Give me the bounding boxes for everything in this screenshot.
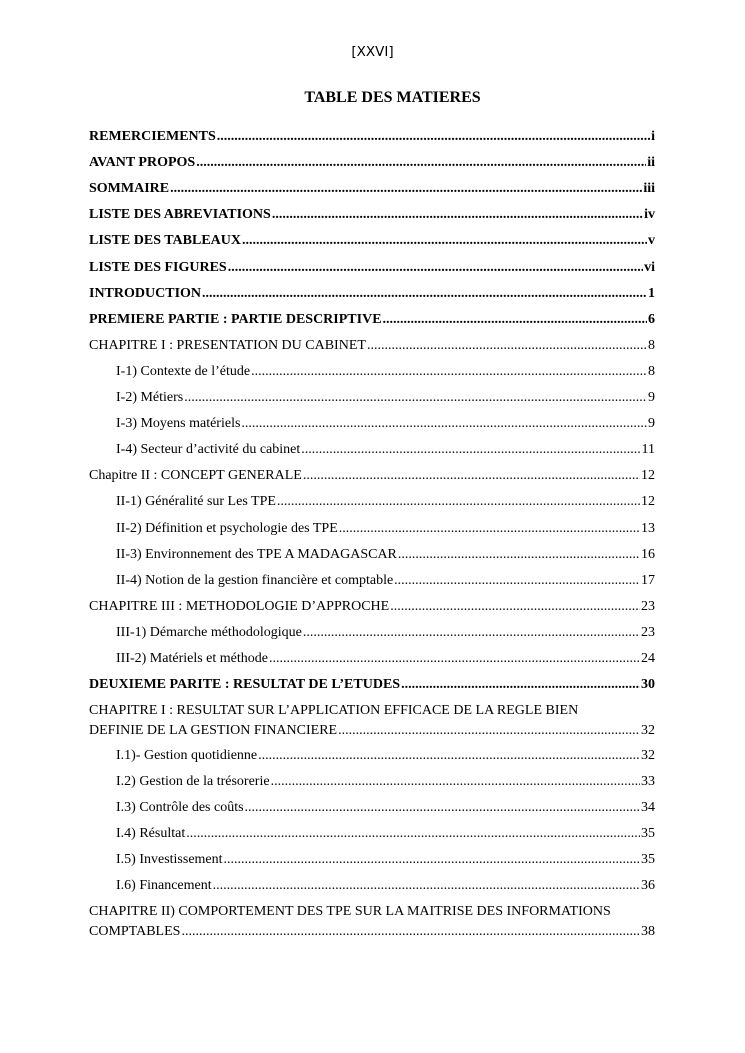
toc-entry[interactable]	[89, 598, 655, 616]
toc-leader-dots	[272, 206, 643, 224]
toc-entry-label: I.2) Gestion de la trésorerie	[116, 773, 270, 789]
toc-entry-label: REMERCIEMENTS	[89, 129, 216, 144]
toc-entry-page: 1	[648, 285, 655, 301]
toc-leader-dots	[390, 598, 640, 616]
toc-entry-label: I.6) Financement	[116, 878, 212, 894]
toc-entry-page: 9	[648, 416, 655, 432]
toc-entry[interactable]	[89, 747, 655, 765]
toc-entry-label-line1: CHAPITRE II) COMPORTEMENT DES TPE SUR LA MAITRISE DES INFORMATIONS	[89, 904, 611, 920]
toc-leader-dots	[241, 415, 647, 433]
toc-entry-page: 6	[648, 311, 655, 327]
toc-entry[interactable]	[89, 572, 655, 590]
toc-entry-label: SOMMAIRE	[89, 181, 170, 197]
toc-entry-label: LISTE DES FIGURES	[89, 259, 227, 275]
toc-entry-label: I.3) Contrôle des coûts	[116, 799, 244, 815]
toc-leader-dots	[242, 232, 647, 250]
toc-entry-label: INTRODUCTION	[89, 285, 202, 301]
toc-leader-dots	[251, 363, 647, 381]
toc-leader-dots	[202, 285, 647, 303]
toc-entry[interactable]	[89, 206, 655, 224]
toc-leader-dots	[303, 624, 640, 642]
toc-leader-dots	[196, 154, 646, 172]
toc-entry-label: III-1) Démarche méthodologique	[116, 624, 302, 640]
toc-entry-label: I.5) Investissement	[116, 852, 223, 868]
toc-entry[interactable]	[89, 493, 655, 511]
toc-entry-page: 11	[641, 442, 655, 458]
toc-leader-dots	[228, 259, 643, 277]
toc-entry-page: 35	[641, 852, 655, 868]
toc-entry[interactable]	[89, 441, 655, 459]
toc-entry-page: 8	[648, 363, 655, 379]
toc-entry-page: v	[648, 233, 655, 249]
toc-entry-page: iv	[644, 207, 655, 223]
toc-entry[interactable]	[89, 415, 655, 433]
toc-entry[interactable]	[89, 624, 655, 642]
toc-entry[interactable]	[89, 851, 655, 869]
toc-entry[interactable]	[89, 520, 655, 538]
toc-entry-page: 34	[641, 799, 655, 815]
toc-leader-dots	[401, 676, 640, 694]
toc-entry[interactable]	[89, 285, 655, 303]
toc-entry[interactable]	[89, 467, 655, 485]
toc-entry[interactable]	[89, 799, 655, 817]
toc-entry-label: I-4) Secteur d’activité du cabinet	[116, 442, 301, 458]
toc-leader-dots	[383, 311, 647, 329]
toc-entry-page: 8	[648, 337, 655, 353]
toc-leader-dots	[170, 180, 642, 198]
toc-leader-dots	[184, 389, 647, 407]
toc-entry-page: 17	[641, 572, 655, 588]
toc-entry-page: 35	[641, 826, 655, 841]
toc-entry-page: 38	[641, 924, 655, 940]
toc-entry[interactable]	[89, 180, 655, 198]
toc-entry[interactable]	[89, 311, 655, 329]
toc-entry-page: 33	[641, 773, 655, 789]
toc-entry-label: I.1)- Gestion quotidienne	[116, 747, 258, 763]
toc-entry-label: CHAPITRE I : PRESENTATION DU CABINET	[89, 337, 366, 353]
toc-leader-dots	[271, 773, 640, 791]
toc-leader-dots	[303, 467, 640, 485]
toc-entry-label: I-1) Contexte de l’étude	[116, 363, 251, 379]
toc-leader-dots	[213, 877, 640, 895]
page-number: [XXVI]	[351, 44, 394, 60]
toc-entry-label: PREMIERE PARTIE : PARTIE DESCRIPTIVE	[89, 311, 382, 327]
toc-entry-label-line1: CHAPITRE I : RESULTAT SUR L’APPLICATION EFFICACE DE LA REGLE BIEN	[89, 703, 579, 719]
toc-entry-label: II-3) Environnement des TPE A MADAGASCAR	[116, 546, 397, 562]
toc-leader-dots	[245, 799, 640, 817]
toc-entry-page: 24	[641, 651, 655, 666]
toc-leader-dots	[217, 128, 650, 146]
toc-entry[interactable]	[89, 128, 655, 146]
toc-leader-dots	[258, 747, 640, 765]
toc-entry-label: DEFINIE DE LA GESTION FINANCIERE	[89, 723, 338, 739]
toc-entry-page: iii	[643, 181, 655, 197]
toc-entry-page: 36	[641, 878, 655, 894]
toc-entry[interactable]	[89, 877, 655, 895]
toc-entry-page: vi	[644, 259, 655, 275]
toc-entry[interactable]	[89, 773, 655, 791]
toc-entry-label: LISTE DES ABREVIATIONS	[89, 207, 271, 223]
toc-entry[interactable]	[89, 676, 655, 694]
toc-entry[interactable]	[89, 825, 655, 843]
toc-entry-label: III-2) Matériels et méthode	[116, 651, 268, 666]
toc-entry-page: ii	[647, 155, 655, 171]
toc-entry-page: i	[651, 129, 655, 144]
toc-entry-label: AVANT PROPOS	[89, 155, 196, 171]
toc-entry-page: 13	[641, 520, 655, 536]
toc-entry-label: I-2) Métiers	[116, 390, 184, 405]
toc-entry-page: 30	[641, 677, 655, 693]
toc-entry-label: DEUXIEME PARITE : RESULTAT DE L’ETUDES	[89, 677, 401, 693]
toc-entry[interactable]	[89, 903, 655, 941]
toc-leader-dots	[301, 441, 640, 459]
toc-entry[interactable]	[89, 154, 655, 172]
toc-entry[interactable]	[89, 389, 655, 407]
toc-entry[interactable]	[89, 650, 655, 668]
toc-entry-label: II-1) Généralité sur Les TPE	[116, 494, 276, 510]
toc-entry[interactable]	[89, 259, 655, 277]
toc-entry-page: 16	[641, 546, 655, 562]
toc-entry-label: Chapitre II : CONCEPT GENERALE	[89, 468, 302, 484]
toc-leader-dots	[181, 923, 640, 941]
toc-entry[interactable]	[89, 363, 655, 381]
toc-leader-dots	[338, 722, 640, 740]
toc-entry-label: LISTE DES TABLEAUX	[89, 233, 241, 249]
toc-entry-label: COMPTABLES	[89, 924, 181, 940]
toc-leader-dots	[224, 851, 640, 869]
toc-entry-label: II-2) Définition et psychologie des TPE	[116, 520, 338, 536]
toc-entry-label: I.4) Résultat	[116, 826, 186, 841]
toc-title: TABLE DES MATIERES	[304, 89, 481, 106]
toc-entry-page: 12	[641, 494, 655, 510]
toc-entry[interactable]	[89, 337, 655, 355]
toc-leader-dots	[269, 650, 640, 668]
toc-entry-page: 32	[641, 723, 655, 739]
toc-entry-page: 32	[641, 747, 655, 763]
toc-leader-dots	[339, 520, 640, 538]
toc-leader-dots	[186, 825, 640, 843]
toc-entry-label: CHAPITRE III : METHODOLOGIE D’APPROCHE	[89, 598, 390, 614]
toc-entry-page: 23	[641, 624, 655, 640]
toc-entry[interactable]	[89, 702, 655, 740]
toc-leader-dots	[394, 572, 640, 590]
toc-entry-page: 23	[641, 598, 655, 614]
toc-entry[interactable]	[89, 232, 655, 250]
toc-leader-dots	[367, 337, 647, 355]
toc-leader-dots	[277, 493, 640, 511]
toc-entry-label: I-3) Moyens matériels	[116, 416, 241, 432]
toc-entry-label: II-4) Notion de la gestion financière et comptable	[116, 572, 394, 588]
toc-entry-page: 9	[648, 390, 655, 405]
toc-entry[interactable]	[89, 546, 655, 564]
toc-entry-page: 12	[641, 468, 655, 484]
toc-leader-dots	[398, 546, 640, 564]
